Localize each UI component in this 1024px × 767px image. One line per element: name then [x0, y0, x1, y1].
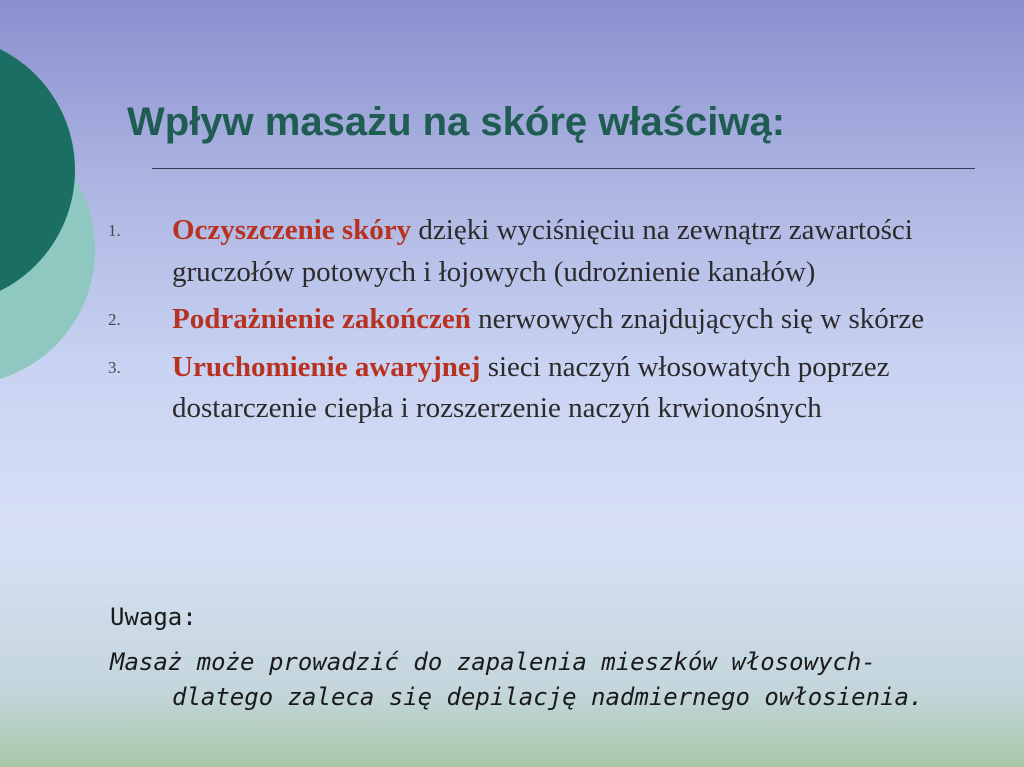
list-item: [108, 347, 968, 430]
note-line-2: dlatego zaleca się depilację nadmiernego owłosienia.: [172, 683, 924, 711]
decorative-circles: [0, 0, 110, 420]
note-label: Uwaga:: [110, 603, 197, 631]
note-line-1: Masaż może prowadzić do zapalenia mieszków włosowych-: [110, 648, 876, 676]
title-divider: [152, 168, 975, 169]
note-text: [110, 645, 980, 715]
list-item: [108, 210, 968, 293]
list-number: 1.: [108, 221, 121, 240]
list-item-text: sieci naczyń włosowatych poprzez dostarczenie ciepła i rozszerzenie naczyń krwionośnych: [172, 350, 890, 424]
list-item-highlight: Uruchomienie awaryjnej: [172, 350, 481, 383]
list-number: 3.: [108, 357, 121, 377]
list-item-text: nerwowych znajdujących się w skórze: [470, 303, 925, 335]
list-item-text: dzięki wyciśnięciu na zewnątrz zawartości gruczołów potowych i łojowych (udrożnienie kanałów): [172, 214, 913, 288]
list-item-highlight: Podrażnienie zakończeń: [172, 303, 471, 335]
slide-title: Wpływ masażu na skórę właściwą:: [127, 100, 786, 144]
list-item-highlight: Oczyszczenie skóry: [172, 214, 412, 246]
numbered-list: [108, 210, 968, 436]
list-item: [108, 299, 968, 341]
list-number: 2.: [108, 310, 121, 329]
